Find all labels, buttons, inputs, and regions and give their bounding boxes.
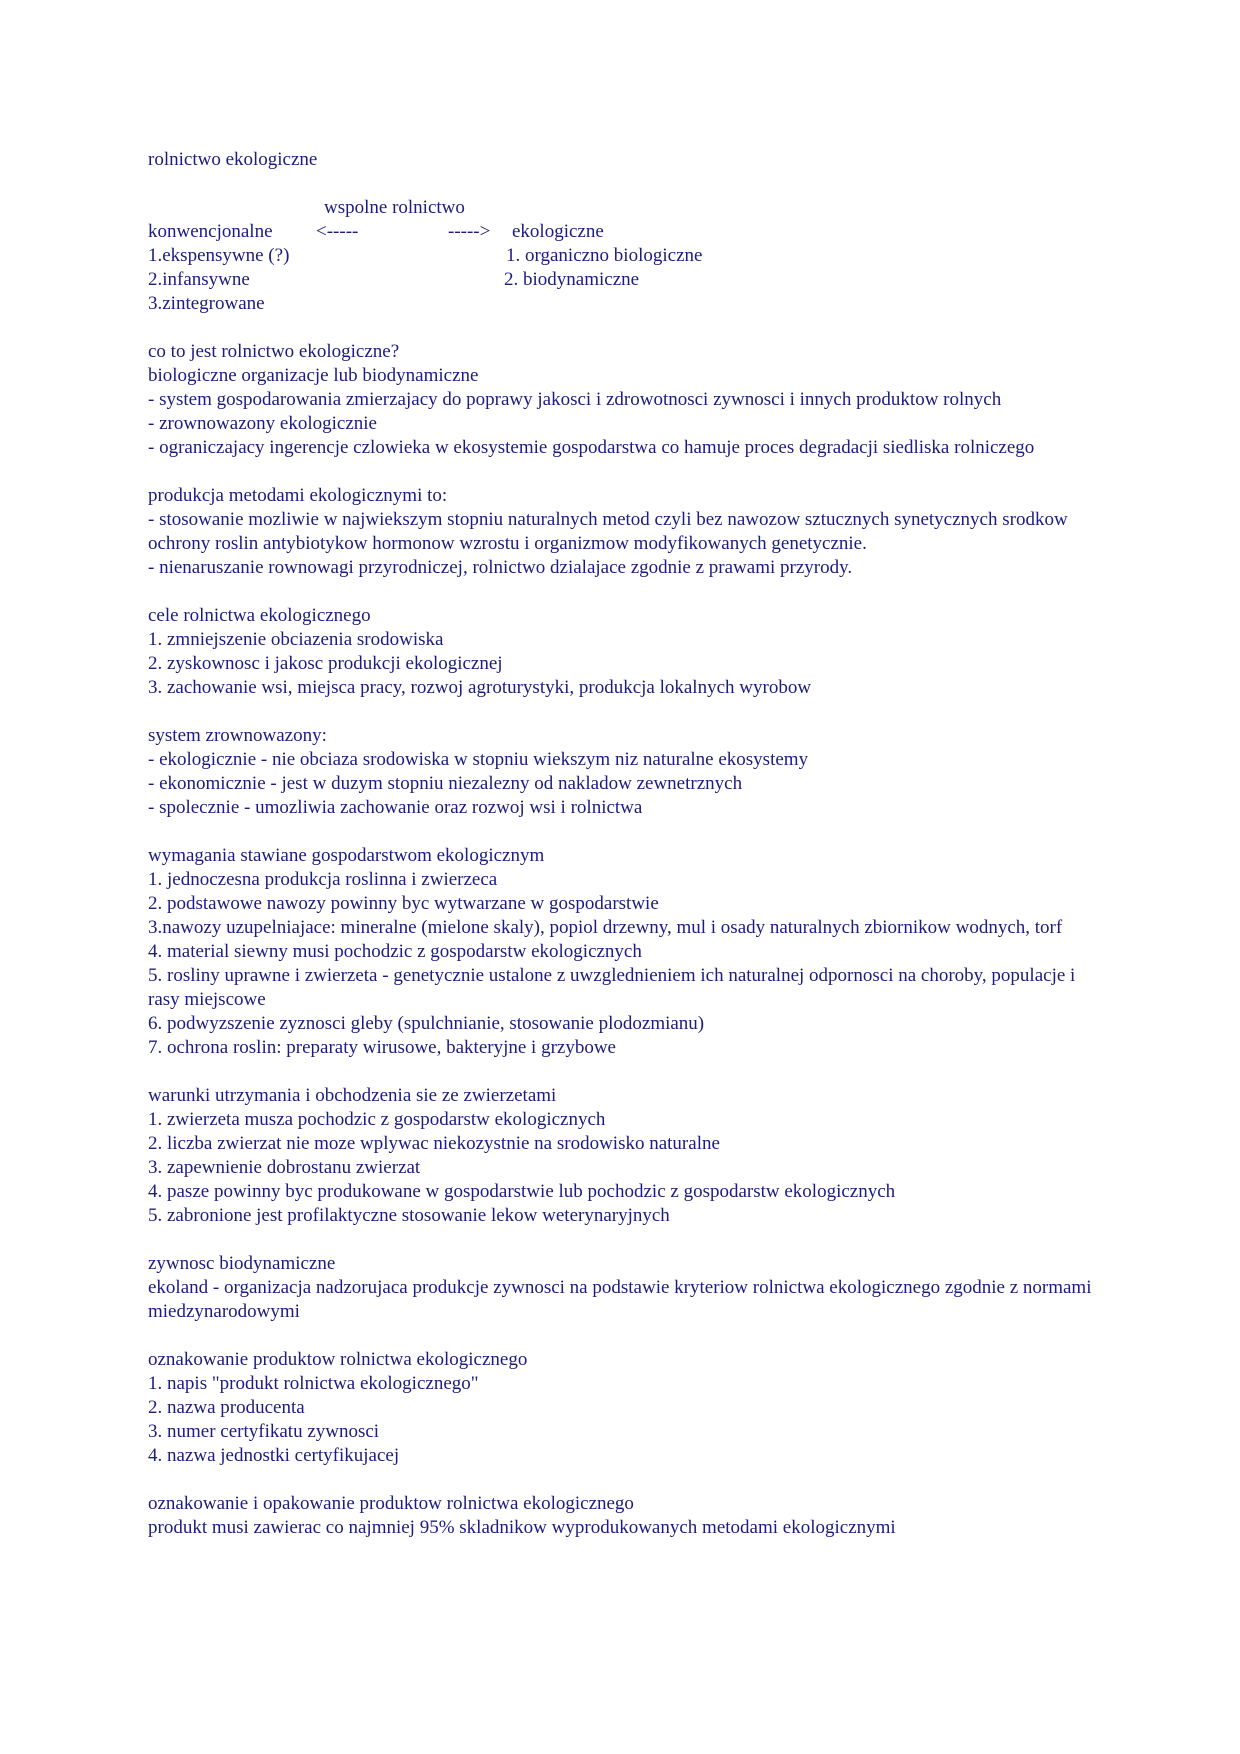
section-heading: system zrownowazony:: [148, 725, 327, 746]
section-line: 3. zapewnienie dobrostanu zwierzat: [148, 1157, 421, 1178]
right-arrow: ----->: [448, 221, 491, 242]
section-line: 1. zmniejszenie obciazenia srodowiska: [148, 629, 444, 650]
right-item: 2. biodynamiczne: [504, 269, 640, 290]
section-heading: oznakowanie produktow rolnictwa ekologicznego: [148, 1349, 528, 1370]
left-item: 3.zintegrowane: [148, 293, 265, 314]
section-line: ekoland - organizacja nadzorujaca produkcje zywnosci na podstawie kryteriow rolnictwa ekologicznego zgodnie z normami miedzynarodowymi: [148, 1277, 1092, 1322]
section-line: 2. zyskownosc i jakosc produkcji ekologicznej: [148, 653, 503, 674]
section-line: 4. pasze powinny byc produkowane w gospodarstwie lub pochodzic z gospodarstw ekologicznych: [148, 1181, 896, 1202]
section-line: 4. nazwa jednostki certyfikujacej: [148, 1445, 400, 1466]
section-line: - system gospodarowania zmierzajacy do poprawy jakosci i zdrowotnosci zywnosci i innych produktow rolnych: [148, 389, 1002, 410]
section-line: 2. nazwa producenta: [148, 1397, 305, 1418]
section-line: - ekonomicznie - jest w duzym stopniu niezalezny od nakladow zewnetrznych: [148, 773, 743, 794]
section-line: 5. rosliny uprawne i zwierzeta - genetycznie ustalone z uwzglednieniem ich naturalnej odpornosci na choroby, populacje i rasy miejscowe: [148, 965, 1076, 1010]
section-heading: warunki utrzymania i obchodzenia sie ze zwierzetami: [148, 1085, 557, 1106]
left-label: konwencjonalne: [148, 221, 273, 242]
section-line: 5. zabronione jest profilaktyczne stosowanie lekow weterynaryjnych: [148, 1205, 670, 1226]
section-line: 1. zwierzeta musza pochodzic z gospodarstw ekologicznych: [148, 1109, 606, 1130]
section-heading: wymagania stawiane gospodarstwom ekologicznym: [148, 845, 545, 866]
section-line: biologiczne organizacje lub biodynamiczne: [148, 365, 479, 386]
section-line: - ograniczajacy ingerencje czlowieka w ekosystemie gospodarstwa co hamuje proces degradacji siedliska rolniczego: [148, 437, 1035, 458]
section-heading: zywnosc biodynamiczne: [148, 1253, 336, 1274]
section-labeling: [148, 1348, 1098, 1468]
left-arrow: <-----: [316, 221, 359, 242]
section-line: produkt musi zawierac co najmniej 95% skladnikow wyprodukowanych metodami ekologicznymi: [148, 1517, 896, 1538]
section-line: - spolecznie - umozliwia zachowanie oraz rozwoj wsi i rolnictwa: [148, 797, 643, 818]
section-heading: co to jest rolnictwo ekologiczne?: [148, 341, 400, 362]
section-heading: cele rolnictwa ekologicznego: [148, 605, 371, 626]
section-labeling-packaging: [148, 1492, 1098, 1540]
section-biodynamic-food: [148, 1252, 1098, 1324]
section-requirements: [148, 844, 1098, 1060]
section-line: 4. material siewny musi pochodzic z gospodarstw ekologicznych: [148, 941, 642, 962]
section-production-methods: [148, 484, 1098, 580]
section-line: 2. liczba zwierzat nie moze wplywac niekozystnie na srodowisko naturalne: [148, 1133, 720, 1154]
left-item: 1.ekspensywne (?): [148, 245, 290, 266]
section-line: - nienaruszanie rownowagi przyrodniczej, rolnictwo dzialajace zgodnie z prawami przyrody.: [148, 557, 853, 578]
section-definition: [148, 340, 1098, 460]
section-line: - ekologicznie - nie obciaza srodowiska w stopniu wiekszym niz naturalne ekosystemy: [148, 749, 809, 770]
right-label: ekologiczne: [512, 221, 604, 242]
section-line: 3. zachowanie wsi, miejsca pracy, rozwoj agroturystyki, produkcja lokalnych wyrobow: [148, 677, 812, 698]
section-goals: [148, 604, 1098, 700]
section-animal-conditions: [148, 1084, 1098, 1228]
section-line: 3.nawozy uzupelniajace: mineralne (mielone skaly), popiol drzewny, mul i osady naturalnych zbiornikow wodnych, torf: [148, 917, 1063, 938]
section-heading: oznakowanie i opakowanie produktow rolnictwa ekologicznego: [148, 1493, 634, 1514]
section-line: 7. ochrona roslin: preparaty wirusowe, bakteryjne i grzybowe: [148, 1037, 616, 1058]
center-label: wspolne rolnictwo: [324, 197, 465, 218]
document-body: [148, 148, 1098, 1540]
section-line: - stosowanie mozliwie w najwiekszym stopniu naturalnych metod czyli bez nawozow sztucznych synetycznych srodkow ochrony roslin antybiotykow hormonow wzrostu i organizmow modyfikowanych genetycznie.: [148, 509, 1068, 554]
document-title: rolnictwo ekologiczne: [148, 149, 318, 170]
section-line: - zrownowazony ekologicznie: [148, 413, 377, 434]
section-heading: produkcja metodami ekologicznymi to:: [148, 485, 448, 506]
section-line: 1. jednoczesna produkcja roslinna i zwierzeca: [148, 869, 498, 890]
left-item: 2.infansywne: [148, 269, 250, 290]
section-line: 1. napis "produkt rolnictwa ekologicznego": [148, 1373, 479, 1394]
right-item: 1. organiczno biologiczne: [506, 245, 703, 266]
farming-comparison: [148, 196, 1098, 316]
section-sustainable-system: [148, 724, 1098, 820]
section-line: 3. numer certyfikatu zywnosci: [148, 1421, 380, 1442]
section-line: 6. podwyzszenie zyznosci gleby (spulchnianie, stosowanie plodozmianu): [148, 1013, 705, 1034]
section-line: 2. podstawowe nawozy powinny byc wytwarzane w gospodarstwie: [148, 893, 659, 914]
